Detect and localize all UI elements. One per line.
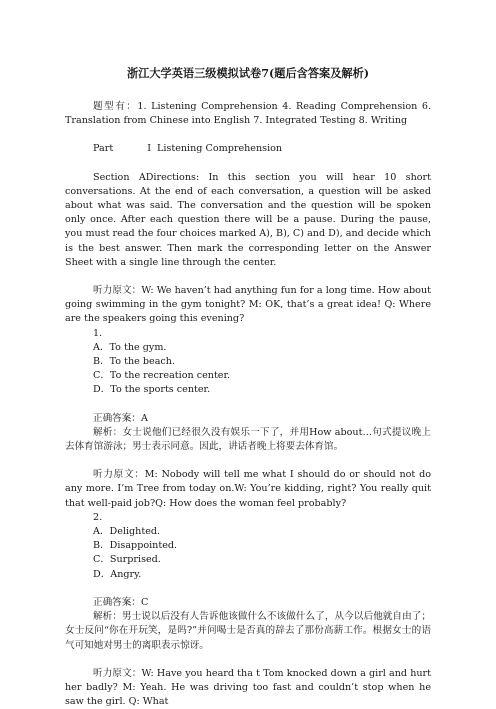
question-number-1: 1.: [93, 327, 103, 339]
answer-q2: 正确答案：C: [93, 596, 149, 608]
question-number-2: 2.: [93, 511, 103, 523]
options-q1: [65, 341, 431, 398]
explanation-q2: 解析：男士说以后没有人告诉他该做什么不该做什么了，从今以后他就自由了；女士反问“你在开玩笑，是吗?”并问喝士是否真的辞去了那份高薪工作。根据女士的语气可知她对男士的离职表示惊讶。: [65, 611, 431, 651]
document-title: 浙江大学英语三级模拟试卷7(题后含答案及解析): [126, 66, 370, 80]
options-q2: [65, 525, 431, 582]
option-q1-b: B．To the beach.: [93, 356, 176, 368]
option-q1-d: D．To the sports center.: [93, 384, 211, 396]
part-heading: [65, 142, 431, 156]
section-directions: Section ADirections: In this section you will hear 10 short conversations. At the end of each conversation, a question will be asked about what was said. The conversation and the question will be spoken only once. After each question there will be a pause. During the pause, you must read the four choices marked A), B), C) and D), and decide which is the best answer. Then mark the corresponding letter on the Answer Sheet with a single line through the center.: [65, 171, 431, 268]
option-q2-a: A．Delighted.: [93, 526, 161, 538]
option-q2-c: C．Surprised.: [93, 554, 161, 566]
question-types-line: 题型有：1. Listening Comprehension 4. Reading Comprehension 6. Translation from Chinese into English 7. Integrated Testing 8. Writing: [65, 101, 431, 127]
transcript-q1: 听力原文：W: We haven’t had anything fun for a long time. How about going swimming in the gym tonight? M: OK, that’s a great idea! Q: Where are the speakers going this evening?: [65, 285, 431, 325]
option-q1-c: C．To the recreation center.: [93, 370, 231, 382]
part-number: Ⅰ: [147, 143, 151, 155]
option-q1-a: A．To the gym.: [93, 341, 167, 353]
option-q2-d: D．Angry.: [93, 568, 142, 580]
transcript-q2: 听力原文：M: Nobody will tell me what I should do or should not do any more. I’m Tree from today on.W: You’re kidding, right? You really quit that well-paid job?Q: How does the woman feel probably?: [65, 469, 431, 509]
explanation-q1: 解析：女士说他们已经很久没有娱乐一下了，并用How about…句式提议晚上去体育馆游泳；男士表示同意。因此，讲话者晚上将要去体育馆。: [65, 426, 431, 453]
part-name: Listening Comprehension: [156, 143, 283, 155]
transcript-q3: 听力原文：W: Have you heard tha t Tom knocked down a girl and hurt her badly? M: Yeah. He was driving too fast and couldn’t stop when he saw the girl. Q: What: [65, 667, 431, 708]
option-q2-b: B．Disappointed.: [93, 540, 178, 552]
part-label: Part: [93, 143, 114, 155]
answer-q1: 正确答案：A: [93, 412, 148, 424]
